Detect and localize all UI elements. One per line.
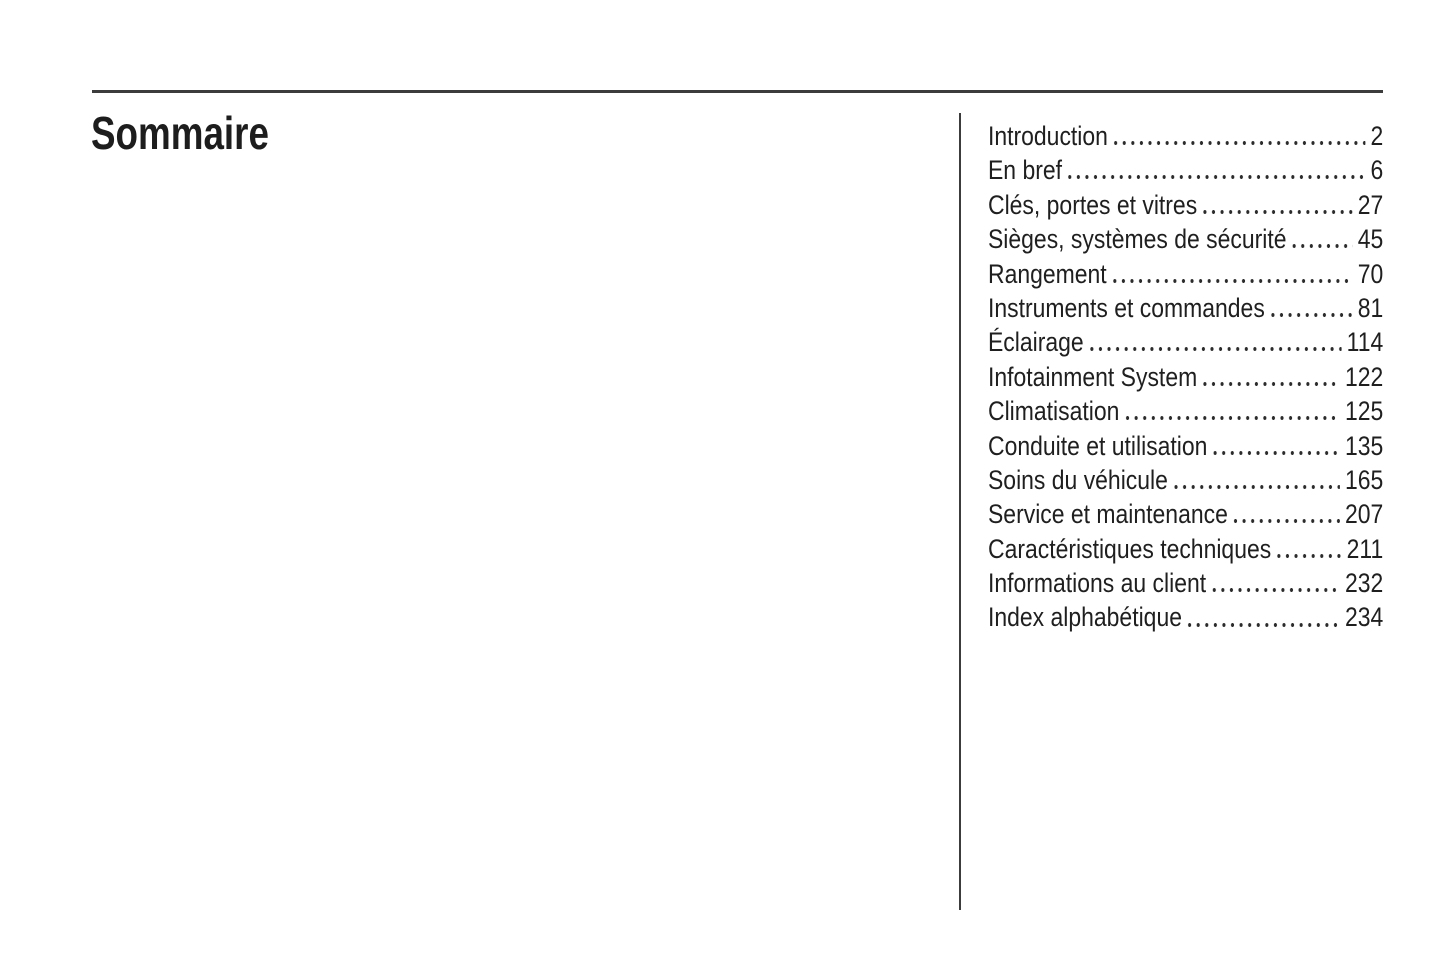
toc-entry[interactable] xyxy=(988,566,1383,600)
toc-entry-label: Informations au client xyxy=(988,568,1207,599)
toc-entry-page-number: 2 xyxy=(1370,121,1384,151)
toc-entry-page-number: 207 xyxy=(1344,499,1384,530)
toc-entry[interactable] xyxy=(988,600,1383,634)
toc-entry[interactable] xyxy=(988,360,1383,394)
toc-entry-page-number: 6 xyxy=(1370,155,1384,186)
toc-entry-page-number: 70 xyxy=(1357,258,1384,289)
toc-entry-page-number: 81 xyxy=(1357,292,1384,323)
toc-entry-label: Infotainment System xyxy=(988,361,1198,392)
toc-entry[interactable] xyxy=(988,325,1383,359)
dot-leader xyxy=(1234,519,1340,523)
toc-entry-label: Instruments et commandes xyxy=(988,292,1265,323)
table-of-contents xyxy=(988,119,1383,635)
dot-leader xyxy=(1174,485,1340,489)
toc-entry-page-number: 135 xyxy=(1344,430,1384,461)
toc-entry-label: Caractéristiques techniques xyxy=(988,533,1272,564)
dot-leader xyxy=(1203,210,1352,214)
toc-entry-page-number: 27 xyxy=(1357,189,1384,220)
toc-entry-label: Éclairage xyxy=(988,327,1084,358)
toc-entry[interactable] xyxy=(988,291,1383,325)
dot-leader xyxy=(1292,244,1352,248)
column-divider-rule xyxy=(959,113,961,910)
toc-entry-page-number: 211 xyxy=(1346,533,1384,564)
toc-entry-label: Rangement xyxy=(988,258,1107,289)
toc-entry-page-number: 125 xyxy=(1344,396,1384,427)
toc-entry-label: Index alphabétique xyxy=(988,602,1182,633)
toc-entry-label: Sièges, systèmes de sécurité xyxy=(988,224,1287,255)
dot-leader xyxy=(1068,175,1365,179)
toc-entry-label: Climatisation xyxy=(988,396,1120,427)
dot-leader xyxy=(1271,313,1353,317)
toc-entry[interactable] xyxy=(988,394,1383,428)
dot-leader xyxy=(1113,279,1353,283)
toc-entry[interactable] xyxy=(988,429,1383,463)
toc-entry[interactable] xyxy=(988,463,1383,497)
toc-entry-page-number: 232 xyxy=(1344,568,1384,599)
dot-leader xyxy=(1212,588,1340,592)
toc-entry-label: Service et maintenance xyxy=(988,499,1228,530)
dot-leader xyxy=(1114,141,1365,145)
toc-entry[interactable] xyxy=(988,188,1383,222)
top-horizontal-rule xyxy=(92,90,1383,93)
toc-entry[interactable] xyxy=(988,119,1383,153)
toc-entry[interactable] xyxy=(988,153,1383,187)
toc-entry-page-number: 45 xyxy=(1357,224,1384,255)
toc-entry-page-number: 165 xyxy=(1344,464,1384,495)
dot-leader xyxy=(1213,451,1339,455)
toc-entry-page-number: 114 xyxy=(1346,327,1384,358)
dot-leader xyxy=(1090,347,1342,351)
toc-entry[interactable] xyxy=(988,257,1383,291)
toc-entry-label: Introduction xyxy=(988,121,1108,151)
toc-entry-page-number: 122 xyxy=(1344,361,1384,392)
dot-leader xyxy=(1188,623,1340,627)
toc-entry-page-number: 234 xyxy=(1344,602,1384,633)
toc-entry-label: En bref xyxy=(988,155,1063,186)
toc-entry[interactable] xyxy=(988,497,1383,531)
dot-leader xyxy=(1125,416,1340,420)
dot-leader xyxy=(1203,382,1340,386)
toc-entry-label: Soins du véhicule xyxy=(988,464,1168,495)
toc-entry-label: Conduite et utilisation xyxy=(988,430,1208,461)
toc-entry-label: Clés, portes et vitres xyxy=(988,189,1198,220)
page-title: Sommaire xyxy=(91,107,269,159)
toc-entry[interactable] xyxy=(988,222,1383,256)
dot-leader xyxy=(1277,554,1341,558)
toc-entry[interactable] xyxy=(988,532,1383,566)
